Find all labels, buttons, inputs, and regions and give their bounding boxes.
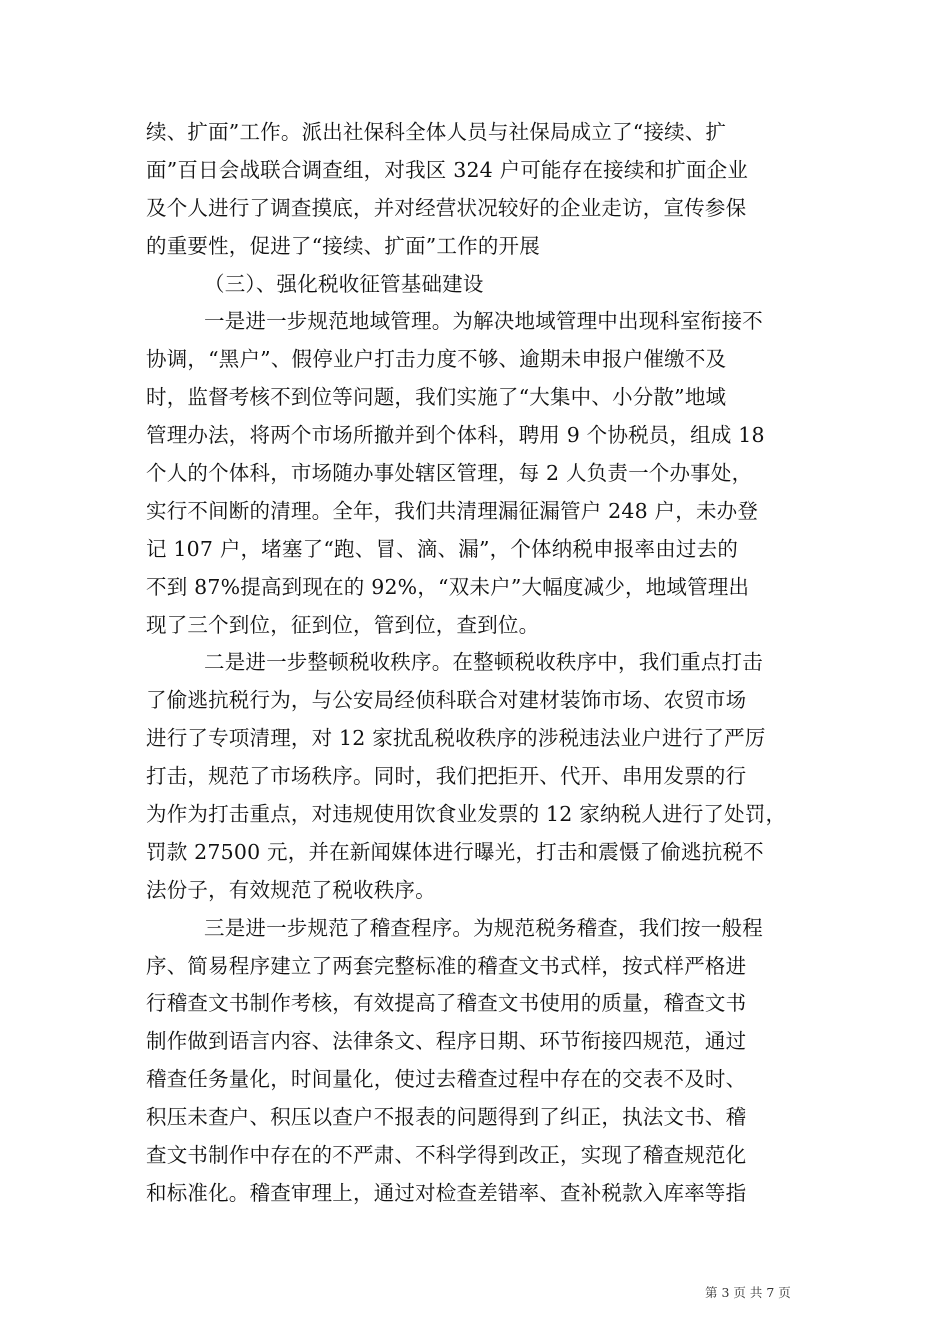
text-line: 不到 87%提高到现在的 92%，“双未户”大幅度减少，地域管理出 xyxy=(146,574,750,599)
text-line: 序、简易程序建立了两套完整标准的稽查文书式样，按式样严格进 xyxy=(146,953,747,978)
text-line: 记 107 户，堵塞了“跑、冒、滴、漏”，个体纳税申报率由过去的 xyxy=(146,536,739,561)
text-line: 稽查任务量化，时间量化，使过去稽查过程中存在的交表不及时、 xyxy=(146,1067,747,1092)
text-line: 为作为打击重点，对违规使用饮食业发票的 12 家纳税人进行了处罚， xyxy=(146,802,787,827)
text-line: 实行不间断的清理。全年，我们共清理漏征漏管户 248 户，未办登 xyxy=(146,498,759,523)
paragraph-start-line: 二是进一步整顿税收秩序。在整顿税收秩序中，我们重点打击 xyxy=(204,650,763,675)
text-line: 面”百日会战联合调查组，对我区 324 户可能存在接续和扩面企业 xyxy=(146,157,749,182)
text-line: 行稽查文书制作考核，有效提高了稽查文书使用的质量，稽查文书 xyxy=(146,991,747,1016)
text-line: 进行了专项清理，对 12 家扰乱税收秩序的涉税违法业户进行了严厉 xyxy=(146,726,766,751)
text-line: 管理办法，将两个市场所撤并到个体科，聘用 9 个协税员，组成 18 xyxy=(146,423,765,448)
document-body xyxy=(146,114,806,1213)
text-line: 法份子，有效规范了税收秩序。 xyxy=(146,877,436,902)
text-line: 和标准化。稽查审理上，通过对检查差错率、查补税款入库率等指 xyxy=(146,1180,747,1205)
text-line: 时，监督考核不到位等问题，我们实施了“大集中、小分散”地域 xyxy=(146,385,727,410)
text-line: 制作做到语言内容、法律条文、程序日期、环节衔接四规范，通过 xyxy=(146,1029,747,1054)
text-line: 个人的个体科，市场随办事处辖区管理，每 2 人负责一个办事处， xyxy=(146,461,753,486)
paragraph-start-line: 一是进一步规范地域管理。为解决地域管理中出现科室衔接不 xyxy=(204,309,763,334)
text-line: 续、扩面”工作。派出社保科全体人员与社保局成立了“接续、扩 xyxy=(146,120,727,144)
text-line: 罚款 27500 元，并在新闻媒体进行曝光，打击和震慑了偷逃抗税不 xyxy=(146,839,764,864)
text-line: 查文书制作中存在的不严肃、不科学得到改正，实现了稽查规范化 xyxy=(146,1143,747,1168)
text-line: 现了三个到位，征到位，管到位，查到位。 xyxy=(146,612,540,637)
text-line: 积压未查户、积压以查户不报表的问题得到了纠正，执法文书、稽 xyxy=(146,1105,747,1130)
page-number: 第 3 页 共 7 页 xyxy=(705,1285,791,1300)
text-line: 的重要性，促进了“接续、扩面”工作的开展 xyxy=(146,233,540,258)
text-line: 协调，“黑户”、假停业户打击力度不够、逾期未申报户催缴不及 xyxy=(146,347,727,372)
text-line: 打击，规范了市场秩序。同时，我们把拒开、代开、串用发票的行 xyxy=(146,764,747,789)
text-line: 了偷逃抗税行为，与公安局经侦科联合对建材装饰市场、农贸市场 xyxy=(146,688,747,713)
paragraph-start-line: 三是进一步规范了稽查程序。为规范税务稽查，我们按一般程 xyxy=(204,915,763,940)
section-heading: （三）、强化税收征管基础建设 xyxy=(204,271,484,296)
text-line: 及个人进行了调查摸底，并对经营状况较好的企业走访，宣传参保 xyxy=(146,195,747,220)
